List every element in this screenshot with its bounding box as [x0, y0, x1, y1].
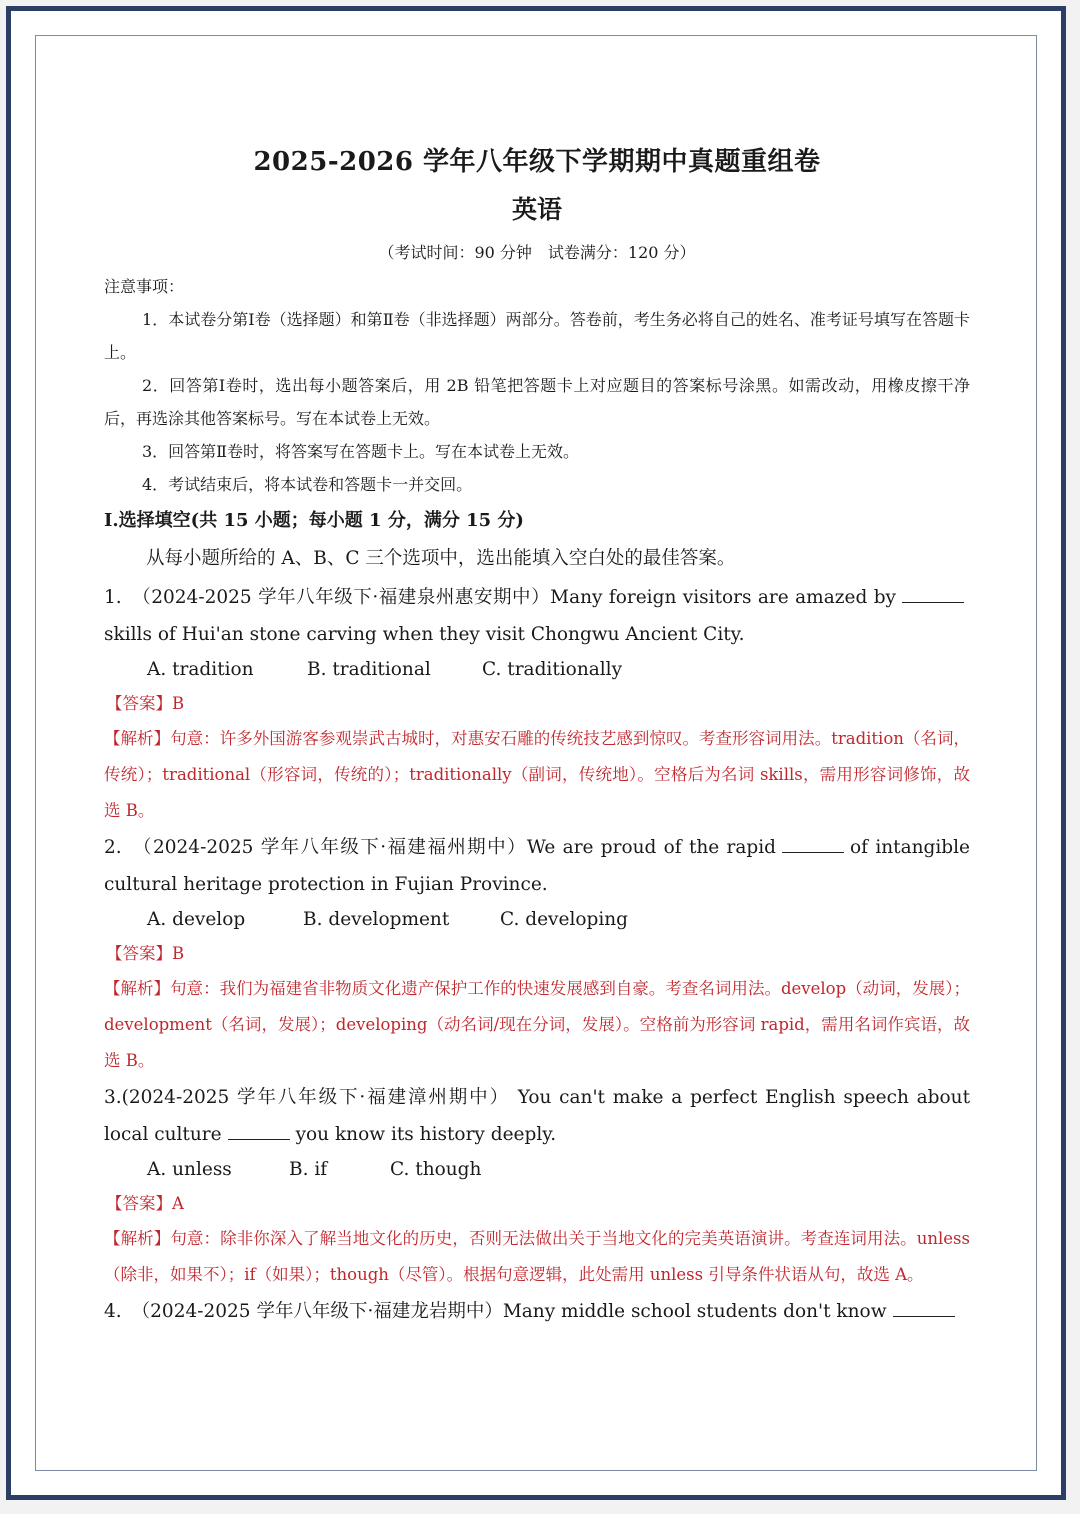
- question-number: 1.: [104, 587, 122, 608]
- exam-subject: 英语: [511, 195, 562, 224]
- section-heading: I.选择填空(共 15 小题；每小题 1 分，满分 15 分): [104, 510, 524, 531]
- answer-label: 【答案】A: [106, 1194, 184, 1213]
- answer-label: 【答案】B: [106, 694, 185, 713]
- notice-item: 1．本试卷分第Ⅰ卷（选择题）和第Ⅱ卷（非选择题）两部分。答卷前，考生务必将自己的姓名、准考证号填写在答题卡上。: [104, 310, 970, 362]
- question-block: [104, 579, 970, 829]
- answer-label: 【答案】B: [106, 944, 185, 963]
- stem-before: (2024-2025 学年八年级下·福建漳州期中） You can't make a perfect English speech about local culture: [104, 1087, 970, 1145]
- exam-info: （考试时间：90 分钟 试卷满分：120 分）: [378, 243, 696, 262]
- options-row: [104, 653, 970, 687]
- option-b: B. if: [289, 1159, 328, 1180]
- notice-item: 3．回答第Ⅱ卷时，将答案写在答题卡上。写在本试卷上无效。: [142, 442, 580, 461]
- option-a: A. develop: [147, 909, 246, 930]
- notice-item: 2．回答第Ⅰ卷时，选出每小题答案后，用 2B 铅笔把答题卡上对应题目的答案标号涂黑。如需改动，用橡皮擦干净后，再选涂其他答案标号。写在本试卷上无效。: [104, 376, 970, 428]
- section-instruction: 从每小题所给的 A、B、C 三个选项中，选出能填入空白处的最佳答案。: [146, 548, 736, 569]
- option-c: C. developing: [500, 909, 629, 930]
- option-a: A. unless: [147, 1159, 232, 1180]
- question-stem: [104, 1079, 970, 1153]
- stem-before: （2024-2025 学年八年级下·福建龙岩期中）Many middle school students don't know: [131, 1301, 887, 1322]
- exam-title: 2025-2026 学年八年级下学期期中真题重组卷: [253, 147, 821, 177]
- stem-before: （2024-2025 学年八年级下·福建福州期中）We are proud of the rapid: [131, 837, 777, 858]
- options-row: [104, 1153, 970, 1187]
- question-stem: [104, 579, 970, 653]
- question-number: 3.: [104, 1087, 122, 1108]
- option-c: C. traditionally: [482, 659, 623, 680]
- stem-after: you know its history deeply.: [295, 1124, 557, 1145]
- analysis-text: 【解析】句意：许多外国游客参观崇武古城时，对惠安石雕的传统技艺感到惊叹。考查形容词用法。tradition（名词，传统）；traditional（形容词，传统的）；traditionally（副词，传统地）。空格后为名词 skills，需用形容词修饰，故选 B。: [104, 729, 970, 820]
- question-block: [104, 1079, 970, 1293]
- options-row: [104, 903, 970, 937]
- analysis-text: 【解析】句意：我们为福建省非物质文化遗产保护工作的快速发展感到自豪。考查名词用法。develop（动词，发展）；development（名词，发展）；developing（动名词/现在分词，发展）。空格前为形容词 rapid，需用名词作宾语，故选 B。: [104, 979, 970, 1070]
- exam-page: [104, 140, 970, 1330]
- question-block: [104, 1293, 970, 1330]
- question-number: 4.: [104, 1301, 122, 1322]
- analysis-text: 【解析】句意：除非你深入了解当地文化的历史，否则无法做出关于当地文化的完美英语演讲。考查连词用法。unless（除非，如果不）；if（如果）；though（尽管）。根据句意逻辑，此处需用 unless 引导条件状语从句，故选 A。: [104, 1229, 970, 1284]
- question-stem: [104, 1293, 970, 1330]
- stem-after: skills of Hui'an stone carving when they visit Chongwu Ancient City.: [104, 624, 745, 645]
- question-number: 2.: [104, 837, 122, 858]
- question-block: [104, 829, 970, 1079]
- option-b: B. development: [303, 909, 450, 930]
- stem-before: （2024-2025 学年八年级下·福建泉州惠安期中）Many foreign visitors are amazed by: [131, 587, 896, 608]
- question-stem: [104, 829, 970, 903]
- option-c: C. though: [390, 1159, 482, 1180]
- answer-blank: [902, 601, 964, 603]
- answer-blank: [782, 851, 844, 853]
- notice-item: 4．考试结束后，将本试卷和答题卡一并交回。: [142, 475, 473, 494]
- answer-blank: [893, 1315, 955, 1317]
- notice-heading: 注意事项：: [104, 277, 185, 296]
- answer-blank: [228, 1138, 290, 1140]
- option-a: A. tradition: [147, 659, 254, 680]
- option-b: B. traditional: [307, 659, 431, 680]
- stem-after: of intangible cultural heritage protection in Fujian Province.: [104, 837, 970, 895]
